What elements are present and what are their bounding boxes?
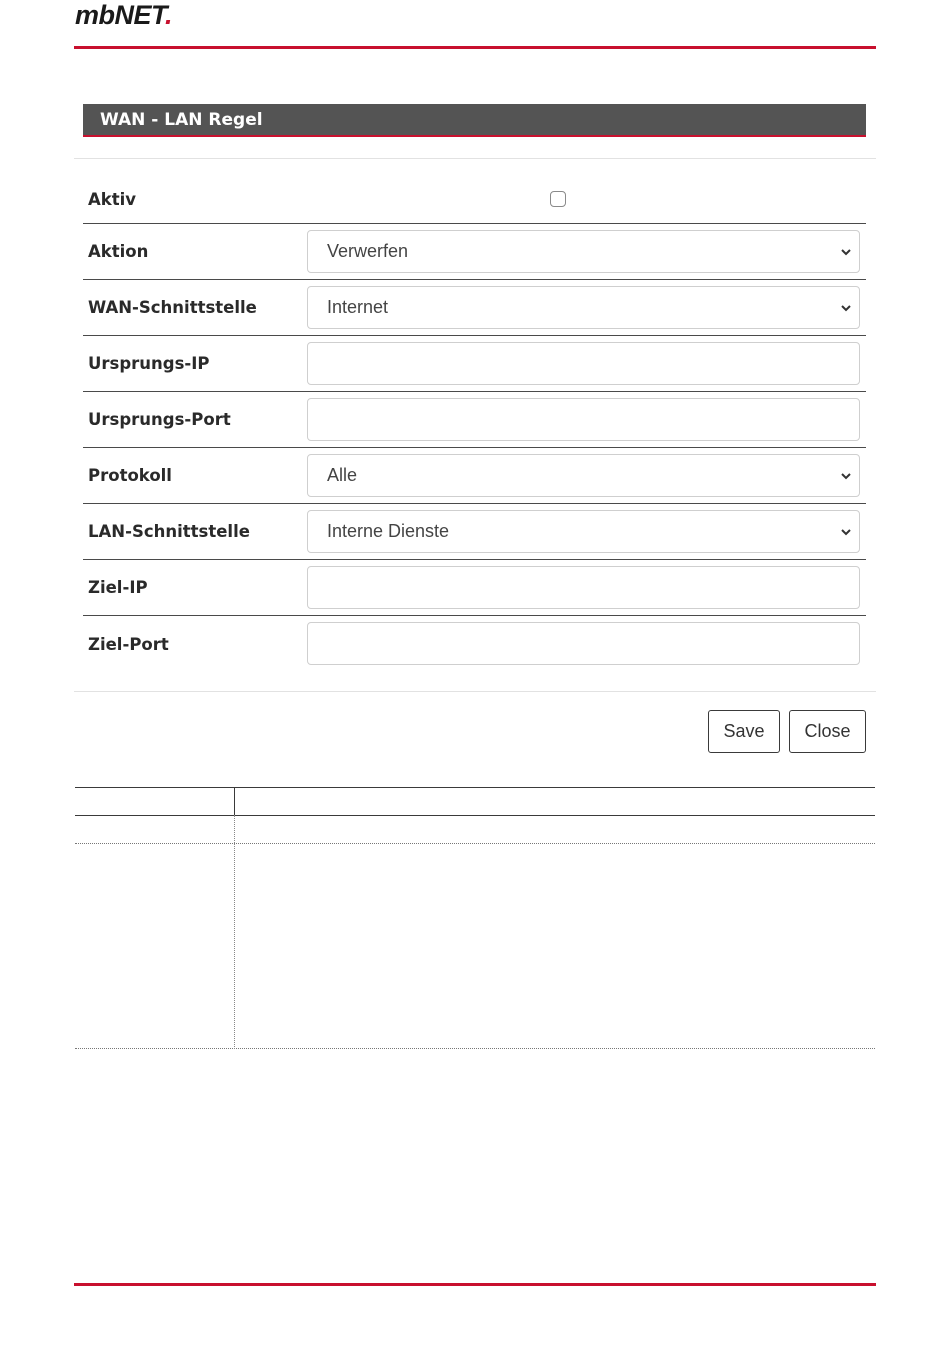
aktion-select[interactable] bbox=[307, 230, 860, 273]
ziel-ip-label: Ziel-IP bbox=[88, 578, 148, 597]
table-column-divider bbox=[234, 815, 235, 1049]
form-top-separator bbox=[74, 158, 876, 159]
table-bottom-border bbox=[75, 1048, 875, 1049]
lan-schnittstelle-label: LAN-Schnittstelle bbox=[88, 522, 250, 541]
header-divider bbox=[74, 46, 876, 49]
panel-title: WAN - LAN Regel bbox=[83, 104, 866, 137]
table-header-column-divider bbox=[234, 787, 235, 816]
lan-schnittstelle-select[interactable] bbox=[307, 510, 860, 553]
aktiv-label: Aktiv bbox=[88, 189, 137, 209]
mbnet-logo bbox=[75, 0, 172, 31]
close-button[interactable]: Close bbox=[789, 710, 866, 753]
ziel-port-input[interactable] bbox=[307, 622, 860, 665]
ursprungs-port-label: Ursprungs-Port bbox=[88, 410, 231, 429]
chevron-down-icon bbox=[839, 469, 853, 483]
row-protokoll bbox=[83, 448, 866, 504]
ursprungs-ip-input[interactable] bbox=[307, 342, 860, 385]
form-bottom-separator bbox=[74, 691, 876, 692]
row-ursprungs-port bbox=[83, 392, 866, 448]
ursprungs-port-input[interactable] bbox=[307, 398, 860, 441]
lan-schnittstelle-select-value: Interne Dienste bbox=[327, 521, 450, 541]
chevron-down-icon bbox=[839, 245, 853, 259]
chevron-down-icon bbox=[839, 301, 853, 315]
row-aktiv bbox=[83, 175, 866, 224]
row-aktion bbox=[83, 224, 866, 280]
table-row-divider bbox=[75, 843, 875, 844]
table-top-border bbox=[75, 787, 875, 788]
wan-lan-rule-form bbox=[83, 175, 866, 672]
aktiv-checkbox[interactable] bbox=[550, 191, 566, 207]
ziel-ip-input[interactable] bbox=[307, 566, 860, 609]
logo-text: mbNET bbox=[75, 0, 165, 30]
ziel-port-label: Ziel-Port bbox=[88, 634, 169, 654]
footer-divider bbox=[74, 1283, 876, 1286]
chevron-down-icon bbox=[839, 525, 853, 539]
ursprungs-ip-label: Ursprungs-IP bbox=[88, 354, 210, 373]
save-button[interactable]: Save bbox=[708, 710, 780, 753]
row-lan-schnittstelle bbox=[83, 504, 866, 560]
protokoll-select-value: Alle bbox=[327, 465, 358, 485]
wan-schnittstelle-select[interactable] bbox=[307, 286, 860, 329]
row-ursprungs-ip bbox=[83, 336, 866, 392]
wan-schnittstelle-label: WAN-Schnittstelle bbox=[88, 298, 257, 317]
row-ziel-port bbox=[83, 616, 866, 672]
row-ziel-ip bbox=[83, 560, 866, 616]
aktion-select-value: Verwerfen bbox=[327, 241, 409, 261]
wan-schnittstelle-select-value: Internet bbox=[327, 297, 389, 317]
protokoll-label: Protokoll bbox=[88, 466, 172, 485]
table-header-border bbox=[75, 815, 875, 816]
aktion-label: Aktion bbox=[88, 242, 149, 261]
logo-dot: . bbox=[165, 0, 173, 30]
protokoll-select[interactable] bbox=[307, 454, 860, 497]
row-wan-schnittstelle bbox=[83, 280, 866, 336]
